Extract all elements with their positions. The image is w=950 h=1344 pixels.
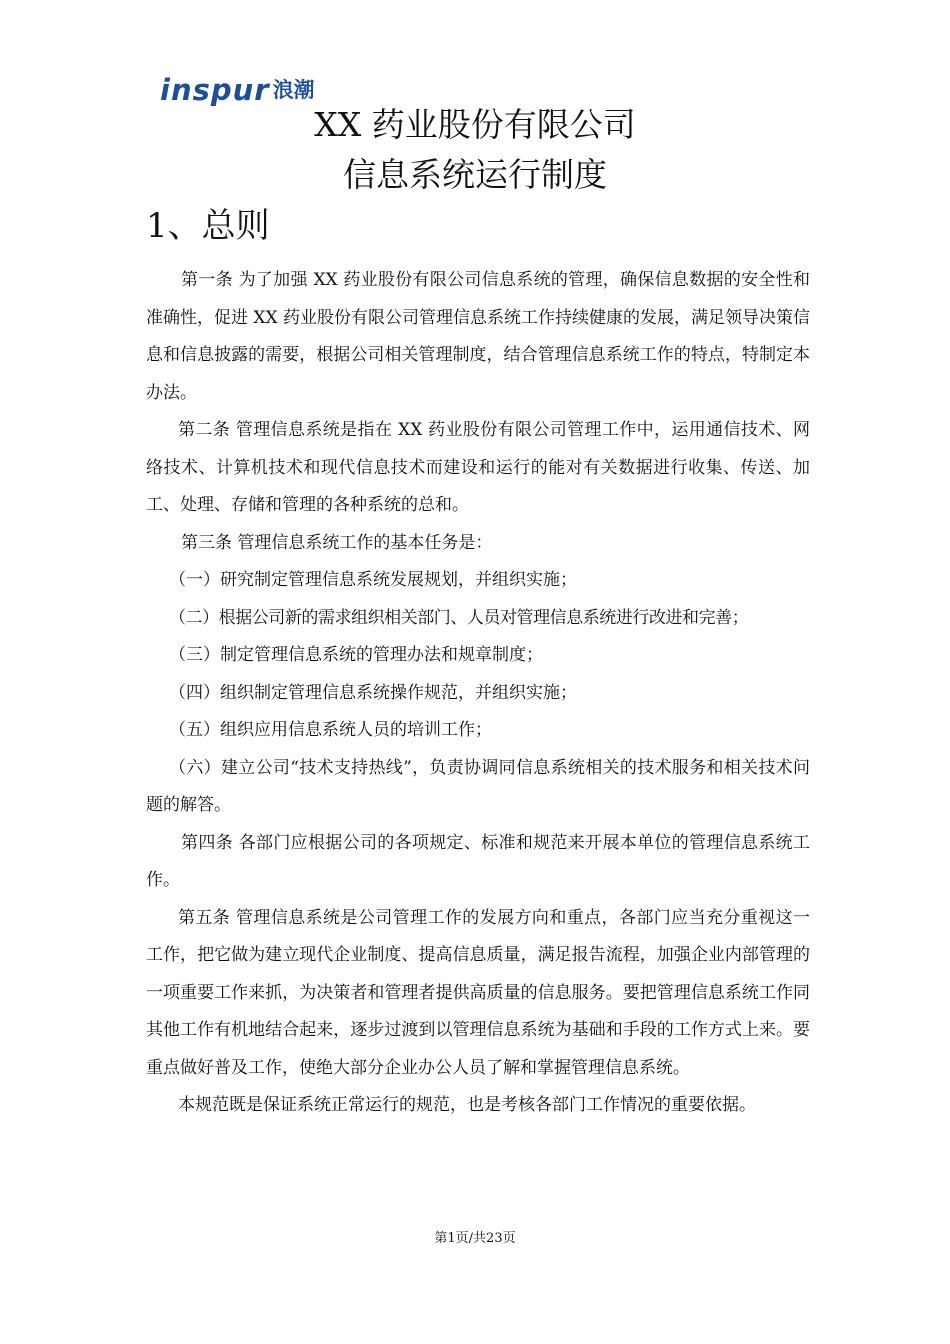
document-title-line1: XX 药业股份有限公司	[314, 105, 636, 144]
article-4: 第四条 各部门应根据公司的各项规定、标准和规范来开展本单位的管理信息系统工作。	[146, 832, 810, 890]
task-item-3: （三）制定管理信息系统的管理办法和规章制度；	[169, 645, 543, 665]
task-item-1: （一）研究制定管理信息系统发展规划，并组织实施；	[169, 570, 577, 590]
task-item-6: （六）建立公司“技术支持热线”，负责协调同信息系统相关的技术服务和相关技术问题的解答。	[146, 757, 810, 815]
closing-paragraph: 本规范既是保证系统正常运行的规范，也是考核各部门工作情况的重要依据。	[178, 1095, 756, 1115]
company-logo	[160, 74, 315, 106]
task-item-5: （五）组织应用信息系统人员的培训工作；	[169, 720, 492, 740]
task-item-4: （四）组织制定管理信息系统操作规范，并组织实施；	[169, 682, 577, 703]
logo-text-en: inspur	[160, 72, 270, 107]
article-2: 第二条 管理信息系统是指在 XX 药业股份有限公司管理工作中，运用通信技术、网络技术、计算机技术和现代信息技术而建设和运行的能对有关数据进行收集、传送、加工、处理、存储和管理的各种系统的总和。	[146, 420, 810, 515]
task-item-2: （二）根据公司新的需求组织相关部门、人员对管理信息系统进行改进和完善；	[169, 607, 749, 628]
logo-text-cn: 浪潮	[272, 77, 315, 102]
article-1: 第一条 为了加强 XX 药业股份有限公司信息系统的管理，确保信息数据的安全性和准确性，促进 XX 药业股份有限公司管理信息系统工作持续健康的发展，满足领导决策信息和信息披露的需要，根据公司相关管理制度，结合管理信息系统工作的特点，特制定本办法。	[146, 270, 811, 403]
document-body	[146, 262, 810, 1125]
document-title-line2: 信息系统运行制度	[343, 155, 607, 194]
section-heading: 1、总则	[146, 206, 270, 246]
article-3: 第三条 管理信息系统工作的基本任务是：	[181, 532, 493, 553]
page-number: 第1页/共23页	[434, 1231, 516, 1246]
article-5: 第五条 管理信息系统是公司管理工作的发展方向和重点，各部门应当充分重视这一工作，把它做为建立现代企业制度、提高信息质量，满足报告流程，加强企业内部管理的一项重要工作来抓，为决策者和管理者提供高质量的信息服务。要把管理信息系统工作同其他工作有机地结合起来，逐步过渡到以管理信息系统为基础和手段的工作方式上来。要重点做好普及工作，使绝大部分企业办公人员了解和掌握管理信息系统。	[146, 907, 810, 1078]
